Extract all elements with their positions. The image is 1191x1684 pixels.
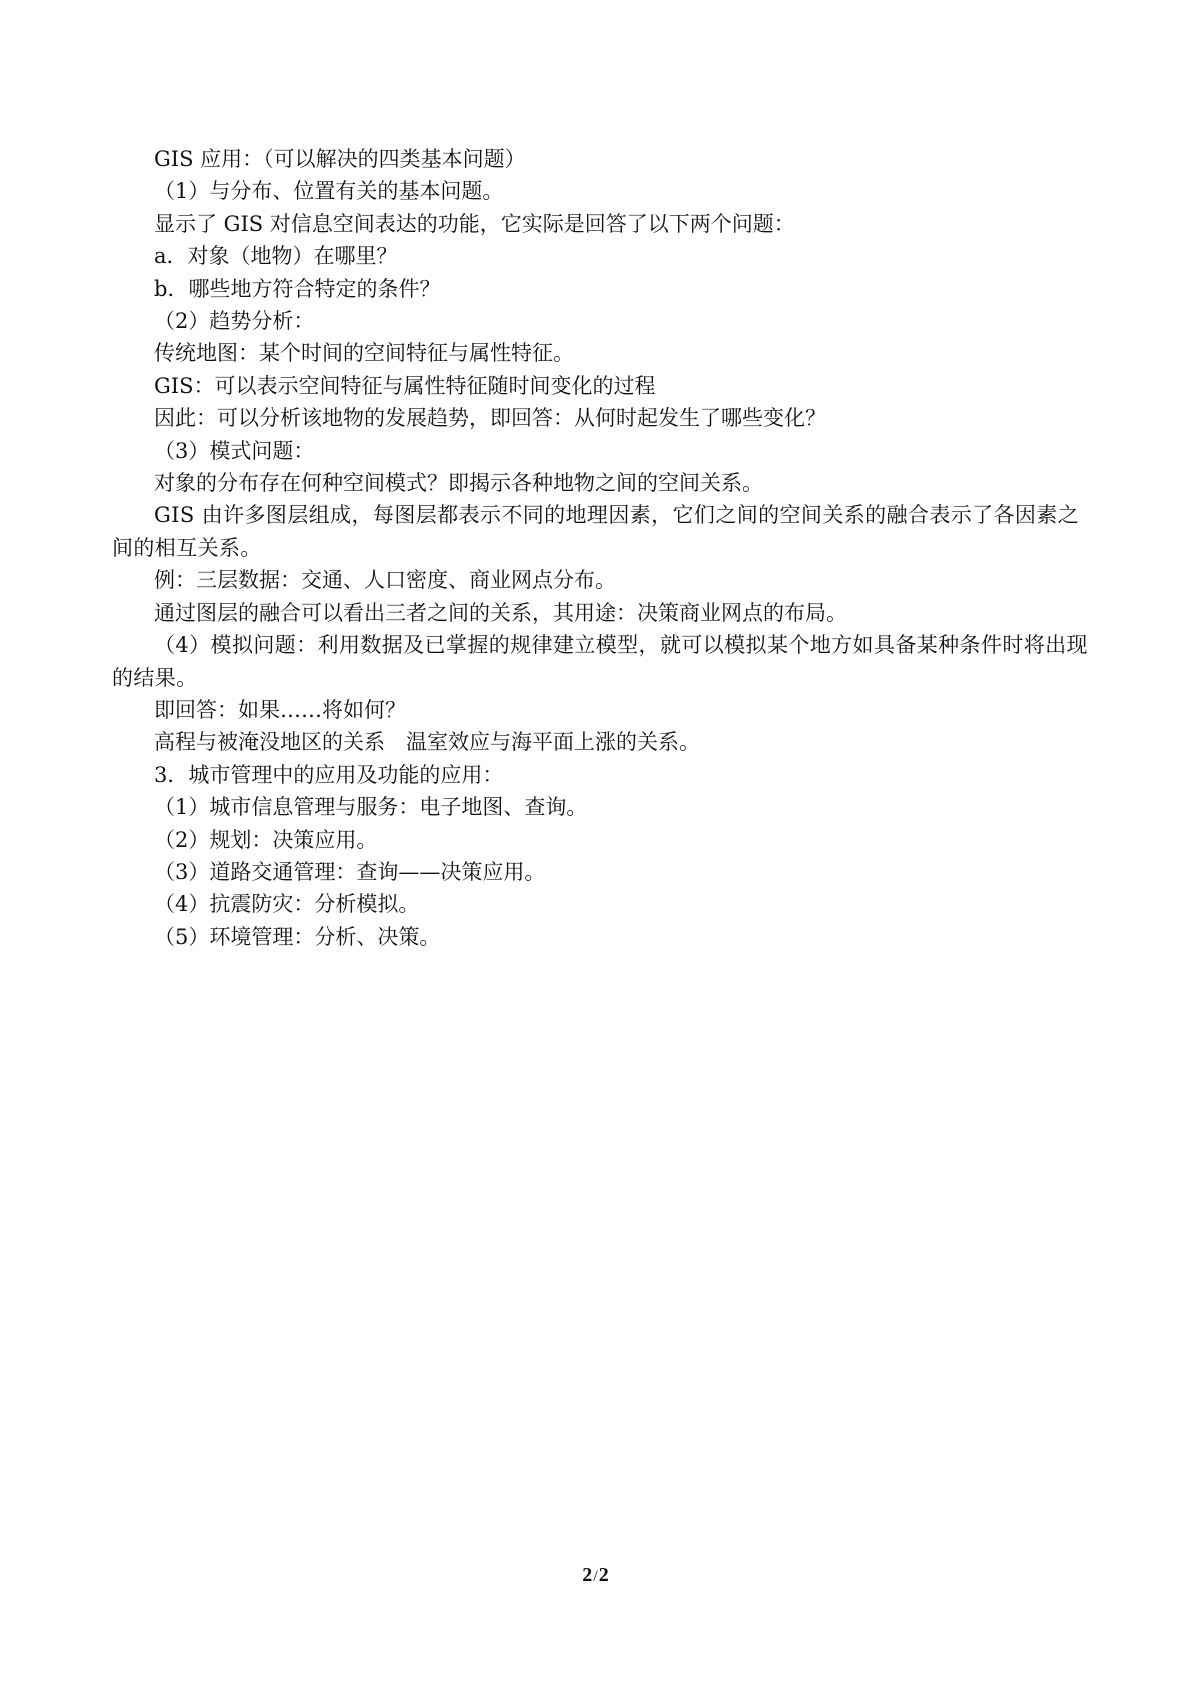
current-page-number: 2 <box>582 1564 593 1586</box>
page-number-footer <box>0 1564 1191 1587</box>
paragraph-traditional-map: 传统地图：某个时间的空间特征与属性特征。 <box>154 341 574 366</box>
paragraph-spatial-pattern: 对象的分布存在何种空间模式？即揭示各种地物之间的空间关系。 <box>154 471 763 496</box>
page-separator: / <box>593 1568 598 1585</box>
paragraph-example-three-layers: 例：三层数据：交通、人口密度、商业网点分布。 <box>154 568 616 593</box>
total-pages-number: 2 <box>598 1564 609 1586</box>
paragraph-section-3-urban: 3．城市管理中的应用及功能的应用： <box>154 762 504 787</box>
paragraph-gis-time-change: GIS：可以表示空间特征与属性特征随时间变化的过程 <box>154 373 656 398</box>
paragraph-urban-item-5: （5）环境管理：分析、决策。 <box>154 924 441 949</box>
paragraph-elevation-flooding: 高程与被淹没地区的关系 温室效应与海平面上涨的关系。 <box>154 730 700 755</box>
paragraph-what-if: 即回答：如果……将如何？ <box>154 697 406 722</box>
paragraph-gis-layers: GIS 由许多图层组成，每图层都表示不同的地理因素，它们之间的空间关系的融合表示了各因素之间的相互关系。 <box>112 503 1080 560</box>
paragraph-layer-fusion: 通过图层的融合可以看出三者之间的关系，其用途：决策商业网点的布局。 <box>154 600 847 625</box>
paragraph-urban-item-4: （4）抗震防灾：分析模拟。 <box>154 892 420 917</box>
paragraph-urban-item-2: （2）规划：决策应用。 <box>154 827 378 852</box>
paragraph-question-a: a．对象（地物）在哪里？ <box>154 244 398 269</box>
paragraph-item-3-pattern: （3）模式问题： <box>154 438 315 463</box>
paragraph-question-b: b．哪些地方符合特定的条件？ <box>154 276 441 301</box>
paragraph-item-1-distribution: （1）与分布、位置有关的基本问题。 <box>154 179 504 204</box>
paragraph-urban-item-1: （1）城市信息管理与服务：电子地图、查询。 <box>154 795 588 820</box>
paragraph-gis-spatial-expression: 显示了 GIS 对信息空间表达的功能，它实际是回答了以下两个问题： <box>154 211 795 236</box>
paragraph-therefore-trend: 因此：可以分析该地物的发展趋势，即回答：从何时起发生了哪些变化？ <box>154 406 826 431</box>
paragraph-item-4-simulation: （4）模拟问题：利用数据及已掌握的规律建立模型，就可以模拟某个地方如具备某种条件时将出现的结果。 <box>112 633 1088 690</box>
paragraph-gis-applications-heading: GIS 应用：（可以解决的四类基本问题） <box>154 147 526 171</box>
paragraph-item-2-trend: （2）趋势分析： <box>154 309 315 334</box>
paragraph-urban-item-3: （3）道路交通管理：查询——决策应用。 <box>154 859 546 884</box>
document-body <box>112 143 1092 953</box>
